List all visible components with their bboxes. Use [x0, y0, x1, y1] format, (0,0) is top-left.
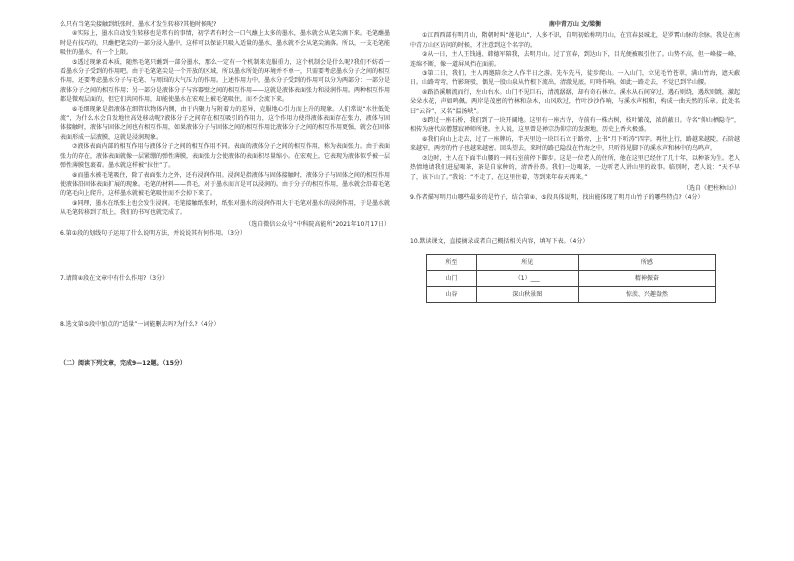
answer-space[interactable]	[60, 284, 390, 320]
paragraph: ⑨同理，墨水在纸张上也会发生浸润。毛笔接触纸张时，纸张对墨水的浸润作用大于毛笔对墨水的浸润作用，于是墨水就从毛笔转移到了纸上，我们的书写也就完成了。	[60, 199, 390, 217]
article-title: 南中青万山 文/梁衡	[548, 21, 602, 28]
paragraph: ⑤跨过一座石桥，我们到了一块开阔地。这里有一座古寺，寺前有一株古树，枝叶繁茂，浓荫蔽日。寺名“仰山栖隐寺”，相传为唐代高僧慧寂禅师所建。主人说，这里曾是禅宗沩仰宗的发源地，历史上香火极盛。	[410, 117, 740, 134]
table-header-row	[427, 255, 716, 271]
paragraph: ⑦液体表面内部的相互作用与液体分子之间的相互作用不同。表面的液体分子之间的相互作用，称为表面张力。由于表面张力的存在，液体表面就像一层紧绷的弹性薄膜，表面张力会使液体的表面积尽量缩小。在宏观上，它表现为液体似乎被一层弹性薄膜包裹着。墨水就这样被“拉住”了。	[60, 143, 391, 170]
paragraph: ⑤透过现象看本质，随然毛笔只蘸到一部分墨水，那么一定有一个机制来克服重力，这个机制会是什么呢?我们不妨看一看墨水分子受到的作用吧。由于毛笔笔尖是一个开放的区域，所以墨水所处的环境并不单一，只需要考虑墨水分子之间的相互作用，还要考虑墨水分子与毛笔、与周围的大气压力的作用。上述作用力中，墨水分子受到的作用可以分为两部分：一部分是液体分子之间的相互作用；另一部分是液体分子与容器壁之间的相互作用——这就是液体表面张力和浸润作用。两种相互作用都是微观层面的，但它们共同作用，却能使墨水在宏观上被毛笔吸住，而不会流下来。	[60, 58, 391, 104]
table-cell-blank[interactable]: （1）___	[476, 271, 578, 287]
answer-space[interactable]	[60, 238, 390, 274]
paragraph: ⑦边时，主人在下面半山腰的一间石室前停下脚步。这是一位老人的住所，他在这里已经住了几十年，以种茶为生。老人热情地请我们进屋喝茶，茶是自家种的，清香扑鼻。我们一边喝茶，一边听老人讲山里的故事。临别时，老人说：“天不早了，该下山了。”我说：“不走了，在这里住着，等到来年春天再来。”	[410, 154, 740, 181]
paragraph: 么只有当笔尖接触到纸张时，墨水才发生转移?其他时候呢?	[60, 21, 217, 28]
paragraph: ③第二日，我们，主人再邀陪余之人作半日之游。先车先马，徒步爬山。一入山门，立见毛竹苍翠，满山竹海，遮天蔽日。山路弯弯，竹影斑驳，偶见一股山泉从竹根下流出，清澈见底，叮咚作响。如此一路走去，不觉已到半山腰。	[410, 70, 740, 87]
table-cell: 惊羡、兴趣盎然	[578, 287, 715, 303]
question-9: 9.作者描写明月山哪些最多的是竹子，结合第④、⑤段具体说明，找出能体现了明月山竹子的哪些特点?（4分）	[410, 194, 704, 202]
table-cell: 精神振奋	[578, 271, 715, 287]
table-row	[427, 287, 716, 303]
question-7: 7.请简④段在文章中有什么作用?（3分）	[60, 275, 169, 283]
table-cell: 山门	[427, 271, 477, 287]
table-header: 所感	[578, 255, 715, 271]
paragraph: ②从一日，主人王钱通、韩德军陪我，去明月山。过了宜春，到达山下，目光便被吸引住了。山势不高，但一峰接一峰，连绵不断，像一道屏风挡在面前。	[410, 51, 740, 68]
source-citation: （选自《把柱种山》）	[682, 184, 740, 192]
question-6: 6.第①段的划线句子运用了什么说明方法，并说说其有何作用。（3分）	[60, 229, 246, 237]
fill-in-table	[426, 254, 716, 303]
table-cell: 山谷	[427, 287, 477, 303]
paragraph: ⑥毛细现象是指液体在细管状物体内侧，由于内聚力与附着力的差异，克服地心引力而上升的现象。人们常说“水往低处流”，为什么水会自发地往高处移动呢?液体分子之间存在相互吸引的作用力，这个作用力使得液体表面存在张力，液体与固体接触时，液体与固体之间也有相互作用，如果液体分子与固体之间的相互作用比液体分子之间的相互作用更强，就会在固体表面形成一层液膜，这就是浸润现象。	[60, 105, 391, 141]
question-8: 8.选文第⑤段中加点的“适量”一词能删去吗?为什么?（4分）	[60, 320, 220, 328]
paragraph: ①江西西部有明月山，隋朝时叫“莲花山”，人多不识，自明初始称明月山，在宜春县城北，是罗霄山脉的余脉。我是在南中青万山区访问的时候，才注意到这个名字的。	[410, 32, 740, 49]
left-column	[60, 20, 390, 369]
question-10: 10.默读课文，直接摘录或者自己概括相关内容，填写下表。（4分）	[410, 237, 589, 245]
section-heading: （二）阅读下列文章，完成9—12题。（15分）	[60, 360, 186, 368]
paragraph: ④实际上，墨水自动发生转移也是常有的事情，初学者有时会一口气蘸上太多的墨水，墨水就会从笔尖滴下来。毛笔蘸墨时是有技巧的，只蘸把笔尖的一部分浸入墨中，这样可以保证只吸入适量的墨水，墨水就不会从笔尖滴落。所以，一支毛笔能吸住的墨水，有一个上限。	[60, 30, 391, 57]
answer-space[interactable]	[60, 329, 390, 359]
table-header: 所至	[427, 255, 477, 271]
table-header: 所见	[476, 255, 578, 271]
right-column	[410, 20, 740, 303]
table-cell: 深山秋景图	[476, 287, 578, 303]
table-row	[427, 271, 716, 287]
answer-space[interactable]	[410, 203, 740, 233]
paragraph: ⑧而墨水被毛笔吸住，除了表面张力之外，还有浸润作用。浸润是指液体与固体接触时，液体分子与固体之间的相互作用使液体沿固体表面扩展的现象。毛笔的材料——兽毛，对于墨水而言是可以浸润的。由于分子的相互作用，墨水就会沿着毛笔的笔毛向上爬升，这样墨水就被毛笔吸住而不会掉下来了。	[60, 171, 391, 198]
paragraph: ⑥我们向山上走去，过了一座牌坊，半天里边一块巨石立于路旁，上书“月下听涛”四字。再往上行，路越来越陡，石阶越来越窄，两旁的竹子也越来越密。回头望去，来时的路已隐没在竹海之中，只听得见脚下的溪水声和林中的鸟鸣声。	[410, 135, 740, 153]
paragraph: ④路沿溪顺流而行，左山右水。山门不见巨石，清流潺潺，却有奇石林立。溪水从石间穿过，遇石则绕，遇坎则跳，激起朵朵水花，声如鸣佩。两岸是茂密的竹林和杂木，山风吹过，竹叶沙沙作响，与溪水声相和，构成一曲天然的乐章。此处名曰“云谷”，又名“温汤峡”。	[410, 88, 740, 115]
source-citation: （选自微信公众号“中科院高能所”2021年10月17日）	[245, 220, 390, 228]
